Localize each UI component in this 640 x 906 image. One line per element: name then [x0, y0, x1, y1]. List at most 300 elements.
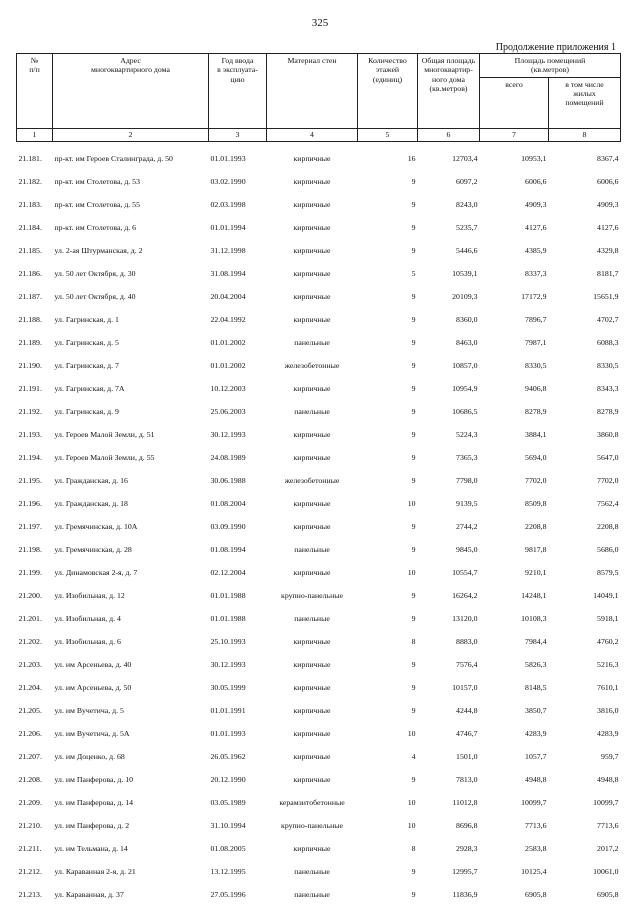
wall-material-cell: панельные — [294, 337, 330, 347]
premises-area-total-cell: 10125,4 — [521, 866, 547, 876]
header-floors — [358, 54, 418, 129]
table-row — [17, 561, 621, 584]
premises-area-total-cell: 2208,8 — [525, 521, 547, 531]
total-area-cell: 7813,0 — [456, 774, 478, 784]
premises-area-total-cell: 8278,9 — [525, 406, 547, 416]
row-number-cell: 21.191. — [18, 383, 42, 393]
header-material-text: Материал стен — [287, 56, 337, 65]
address-cell: пр-кт. им Столетова, д. 55 — [54, 199, 140, 209]
address-cell: ул. им Вучетича, д. 5 — [54, 705, 124, 715]
floor-count-cell: 9 — [411, 889, 416, 899]
premises-area-living-cell: 5686,0 — [597, 544, 619, 554]
column-number: 1 — [17, 128, 53, 141]
row-number-cell: 21.194. — [18, 452, 42, 462]
total-area-cell: 10554,7 — [452, 567, 478, 577]
table-row — [17, 607, 621, 630]
total-area-cell: 16264,2 — [452, 590, 478, 600]
premises-area-living-cell: 8181,7 — [597, 268, 619, 278]
floor-count-cell: 10 — [407, 797, 416, 807]
wall-material-cell: кирпичные — [293, 245, 331, 255]
floor-count-cell: 16 — [407, 153, 416, 163]
premises-area-living-cell: 4127,6 — [597, 222, 619, 232]
wall-material-cell: кирпичные — [293, 521, 331, 531]
address-cell: ул. Героев Малой Земли, д. 51 — [54, 429, 155, 439]
table-row — [17, 170, 621, 193]
row-number-cell: 21.210. — [18, 820, 42, 830]
floor-count-cell: 10 — [407, 567, 416, 577]
floor-count-cell: 10 — [407, 498, 416, 508]
wall-material-cell: панельные — [294, 406, 330, 416]
column-number: 2 — [53, 128, 209, 141]
commission-date-cell: 22.04.1992 — [210, 314, 246, 324]
address-cell: ул. Караванная, д. 37 — [54, 889, 124, 899]
row-number-cell: 21.188. — [18, 314, 42, 324]
commission-date-cell: 20.12.1990 — [210, 774, 246, 784]
commission-date-cell: 01.01.1988 — [210, 590, 246, 600]
total-area-cell: 20109,3 — [452, 291, 478, 301]
table-row — [17, 814, 621, 837]
commission-date-cell: 01.08.2004 — [210, 498, 246, 508]
table-row — [17, 354, 621, 377]
premises-area-total-cell: 6006,6 — [525, 176, 547, 186]
premises-area-total-cell: 7702,0 — [525, 475, 547, 485]
total-area-cell: 6097,2 — [456, 176, 478, 186]
premises-area-living-cell: 5647,0 — [597, 452, 619, 462]
floor-count-cell: 9 — [411, 682, 416, 692]
table-row — [17, 883, 621, 906]
address-cell: ул. им Тельмана, д. 14 — [54, 843, 128, 853]
row-number-cell: 21.193. — [18, 429, 42, 439]
row-number-cell: 21.208. — [18, 774, 42, 784]
address-cell: ул. им Арсеньева, д. 50 — [54, 682, 132, 692]
address-cell: ул. им Вучетича, д. 5А — [54, 728, 130, 738]
premises-area-living-cell: 7713,6 — [597, 820, 619, 830]
premises-area-living-cell: 4948,8 — [597, 774, 619, 784]
floor-count-cell: 9 — [411, 705, 416, 715]
address-cell: ул. Гремячинская, д. 28 — [54, 544, 132, 554]
commission-date-cell: 27.05.1996 — [210, 889, 246, 899]
premises-area-living-cell: 14049,1 — [593, 590, 619, 600]
wall-material-cell: кирпичные — [293, 383, 331, 393]
wall-material-cell: кирпичные — [293, 659, 331, 669]
premises-area-living-cell: 4283,9 — [597, 728, 619, 738]
commission-date-cell: 30.05.1999 — [210, 682, 246, 692]
page-number: 325 — [311, 17, 329, 29]
premises-area-living-cell: 959,7 — [600, 751, 619, 761]
commission-date-cell: 01.01.1994 — [210, 222, 246, 232]
commission-date-cell: 30.06.1988 — [210, 475, 246, 485]
row-number-cell: 21.182. — [18, 176, 42, 186]
floor-count-cell: 9 — [411, 222, 416, 232]
address-cell: ул. им Доценко, д. 68 — [54, 751, 125, 761]
premises-area-living-cell: 3816,0 — [597, 705, 619, 715]
floor-count-cell: 9 — [411, 383, 416, 393]
wall-material-cell: кирпичные — [293, 636, 331, 646]
address-cell: ул. Изобильная, д. 4 — [54, 613, 121, 623]
floor-count-cell: 8 — [411, 843, 416, 853]
header-total-area — [418, 54, 480, 129]
floor-count-cell: 5 — [411, 268, 416, 278]
premises-area-living-cell: 10061,0 — [593, 866, 619, 876]
address-cell: ул. 50 лет Октября, д. 40 — [54, 291, 136, 301]
wall-material-cell: кирпичные — [293, 153, 331, 163]
premises-area-living-cell: 15651,9 — [593, 291, 619, 301]
header-premises-all — [480, 77, 549, 128]
total-area-cell: 5224,3 — [456, 429, 478, 439]
address-cell: ул. Караванная 2-я, д. 21 — [54, 866, 136, 876]
premises-area-living-cell: 4909,3 — [597, 199, 619, 209]
header-premises-area-text: Площадь помещений (кв.метров) — [514, 56, 586, 75]
total-area-cell: 10686,5 — [452, 406, 478, 416]
column-number: 4 — [267, 128, 358, 141]
wall-material-cell: кирпичные — [293, 222, 331, 232]
floor-count-cell: 9 — [411, 544, 416, 554]
total-area-cell: 12703,4 — [452, 153, 478, 163]
floor-count-cell: 9 — [411, 199, 416, 209]
premises-area-total-cell: 9210,1 — [525, 567, 547, 577]
total-area-cell: 11012,8 — [452, 797, 478, 807]
premises-area-living-cell: 8579,5 — [597, 567, 619, 577]
floor-count-cell: 9 — [411, 475, 416, 485]
table-row — [17, 423, 621, 446]
total-area-cell: 2928,3 — [456, 843, 478, 853]
commission-date-cell: 01.01.1991 — [210, 705, 246, 715]
table-row — [17, 492, 621, 515]
floor-count-cell: 9 — [411, 521, 416, 531]
row-number-cell: 21.205. — [18, 705, 42, 715]
floor-count-cell: 9 — [411, 337, 416, 347]
premises-area-total-cell: 6905,8 — [525, 889, 547, 899]
premises-area-living-cell: 5216,3 — [597, 659, 619, 669]
address-cell: пр-кт. им Героев Сталинграда, д. 50 — [54, 153, 173, 163]
commission-date-cell: 31.08.1994 — [210, 268, 246, 278]
floor-count-cell: 10 — [407, 728, 416, 738]
commission-date-cell: 03.05.1989 — [210, 797, 246, 807]
table-body — [17, 147, 621, 906]
row-number-cell: 21.181. — [18, 153, 42, 163]
header-floors-text: Количество этажей (единиц) — [368, 56, 407, 84]
row-number-cell: 21.199. — [18, 567, 42, 577]
commission-date-cell: 02.03.1998 — [210, 199, 246, 209]
wall-material-cell: кирпичные — [293, 268, 331, 278]
premises-area-living-cell: 2017,2 — [597, 843, 619, 853]
table-row — [17, 515, 621, 538]
commission-date-cell: 03.09.1990 — [210, 521, 246, 531]
row-number-cell: 21.187. — [18, 291, 42, 301]
row-number-cell: 21.192. — [18, 406, 42, 416]
premises-area-total-cell: 8330,5 — [525, 360, 547, 370]
floor-count-cell: 10 — [407, 820, 416, 830]
row-number-cell: 21.212. — [18, 866, 42, 876]
commission-date-cell: 03.02.1990 — [210, 176, 246, 186]
floor-count-cell: 9 — [411, 176, 416, 186]
header-total-area-text: Общая площадь многоквартир- ного дома (кв.метров) — [421, 56, 476, 94]
table-row — [17, 446, 621, 469]
table-row — [17, 584, 621, 607]
floor-count-cell: 9 — [411, 429, 416, 439]
wall-material-cell: панельные — [294, 866, 330, 876]
premises-area-total-cell: 1057,7 — [525, 751, 547, 761]
table-row — [17, 538, 621, 561]
row-number-cell: 21.189. — [18, 337, 42, 347]
table-row — [17, 630, 621, 653]
wall-material-cell: панельные — [294, 889, 330, 899]
row-number-cell: 21.204. — [18, 682, 42, 692]
floor-count-cell: 9 — [411, 590, 416, 600]
premises-area-total-cell: 10108,3 — [521, 613, 547, 623]
column-number: 6 — [418, 128, 480, 141]
premises-area-total-cell: 17172,9 — [521, 291, 547, 301]
table-row — [17, 285, 621, 308]
premises-area-total-cell: 8148,5 — [525, 682, 547, 692]
commission-date-cell: 10.12.2003 — [210, 383, 246, 393]
commission-date-cell: 01.01.1993 — [210, 728, 246, 738]
premises-area-total-cell: 4948,8 — [525, 774, 547, 784]
commission-date-cell: 01.01.1993 — [210, 153, 246, 163]
wall-material-cell: кирпичные — [293, 199, 331, 209]
premises-area-living-cell: 7702,0 — [597, 475, 619, 485]
total-area-cell: 2744,2 — [456, 521, 478, 531]
wall-material-cell: железобетонные — [284, 360, 340, 370]
premises-area-total-cell: 7987,1 — [525, 337, 547, 347]
address-cell: ул. Динамовская 2-я, д. 7 — [54, 567, 138, 577]
premises-area-living-cell: 6905,8 — [597, 889, 619, 899]
address-cell: ул. им Панферова, д. 10 — [54, 774, 134, 784]
commission-date-cell: 24.08.1989 — [210, 452, 246, 462]
total-area-cell: 1501,0 — [456, 751, 478, 761]
header-premises-all-text: всего — [505, 79, 523, 89]
header-address — [53, 54, 209, 129]
commission-date-cell: 01.01.2002 — [210, 360, 246, 370]
table-row — [17, 676, 621, 699]
row-number-cell: 21.207. — [18, 751, 42, 761]
premises-area-total-cell: 7896,7 — [525, 314, 547, 324]
total-area-cell: 13120,0 — [452, 613, 478, 623]
header-year-text: Год ввода в эксплуата- цию — [217, 56, 258, 84]
header-material — [267, 54, 358, 129]
row-number-cell: 21.195. — [18, 475, 42, 485]
floor-count-cell: 9 — [411, 406, 416, 416]
address-cell: ул. Гремячинская, д. 10А — [54, 521, 138, 531]
floor-count-cell: 8 — [411, 636, 416, 646]
wall-material-cell: кирпичные — [293, 705, 331, 715]
table-row — [17, 147, 621, 170]
commission-date-cell: 30.12.1993 — [210, 659, 246, 669]
premises-area-living-cell: 4760,2 — [597, 636, 619, 646]
premises-area-total-cell: 7713,6 — [525, 820, 547, 830]
premises-area-total-cell: 4909,3 — [525, 199, 547, 209]
commission-date-cell: 01.01.1988 — [210, 613, 246, 623]
commission-date-cell: 30.12.1993 — [210, 429, 246, 439]
address-cell: ул. 50 лет Октября, д. 30 — [54, 268, 136, 278]
total-area-cell: 5235,7 — [456, 222, 478, 232]
commission-date-cell: 13.12.1995 — [210, 866, 246, 876]
premises-area-total-cell: 7984,4 — [525, 636, 547, 646]
address-cell: ул. им Панферова, д. 2 — [54, 820, 130, 830]
commission-date-cell: 20.04.2004 — [210, 291, 246, 301]
premises-area-total-cell: 4385,9 — [525, 245, 547, 255]
premises-area-total-cell: 5826,3 — [525, 659, 547, 669]
address-cell: ул. Изобильная, д. 6 — [54, 636, 121, 646]
wall-material-cell: крупно-панельные — [281, 820, 343, 830]
header-num-text: № п/п — [29, 56, 40, 75]
commission-date-cell: 26.05.1962 — [210, 751, 246, 761]
floor-count-cell: 9 — [411, 659, 416, 669]
commission-date-cell: 31.10.1994 — [210, 820, 246, 830]
wall-material-cell: панельные — [294, 613, 330, 623]
commission-date-cell: 02.12.2004 — [210, 567, 246, 577]
wall-material-cell: кирпичные — [293, 774, 331, 784]
row-number-cell: 21.183. — [18, 199, 42, 209]
total-area-cell: 7365,3 — [456, 452, 478, 462]
premises-area-total-cell: 8337,3 — [525, 268, 547, 278]
row-number-cell: 21.184. — [18, 222, 42, 232]
floor-count-cell: 9 — [411, 774, 416, 784]
floor-count-cell: 9 — [411, 291, 416, 301]
row-number-cell: 21.211. — [18, 843, 42, 853]
row-number-cell: 21.201. — [18, 613, 42, 623]
table-row — [17, 262, 621, 285]
column-number: 5 — [358, 128, 418, 141]
table-row — [17, 216, 621, 239]
row-number-cell: 21.202. — [18, 636, 42, 646]
table-row — [17, 791, 621, 814]
total-area-cell: 7576,4 — [456, 659, 478, 669]
commission-date-cell: 01.08.2005 — [210, 843, 246, 853]
premises-area-total-cell: 9406,8 — [525, 383, 547, 393]
premises-area-living-cell: 2208,8 — [597, 521, 619, 531]
table-row — [17, 745, 621, 768]
table-row — [17, 400, 621, 423]
premises-area-living-cell: 5918,1 — [597, 613, 619, 623]
total-area-cell: 8696,8 — [456, 820, 478, 830]
address-cell: ул. Гражданская, д. 16 — [54, 475, 128, 485]
wall-material-cell: кирпичные — [293, 682, 331, 692]
floor-count-cell: 9 — [411, 866, 416, 876]
premises-area-living-cell: 4702,7 — [597, 314, 619, 324]
premises-area-total-cell: 9817,8 — [525, 544, 547, 554]
row-number-cell: 21.185. — [18, 245, 42, 255]
premises-area-total-cell: 2583,8 — [525, 843, 547, 853]
table-row — [17, 837, 621, 860]
premises-area-total-cell: 3850,7 — [525, 705, 547, 715]
total-area-cell: 5446,6 — [456, 245, 478, 255]
header-year — [209, 54, 267, 129]
premises-area-living-cell: 7562,4 — [597, 498, 619, 508]
total-area-cell: 10857,0 — [452, 360, 478, 370]
total-area-cell: 8883,0 — [456, 636, 478, 646]
total-area-cell: 10157,0 — [452, 682, 478, 692]
premises-area-living-cell: 4329,8 — [597, 245, 619, 255]
total-area-cell: 8360,0 — [456, 314, 478, 324]
total-area-cell: 10954,9 — [452, 383, 478, 393]
address-cell: ул. Гражданская, д. 18 — [54, 498, 128, 508]
address-cell: ул. Гагринская, д. 7А — [54, 383, 125, 393]
table-row — [17, 653, 621, 676]
row-number-cell: 21.206. — [18, 728, 42, 738]
total-area-cell: 9845,0 — [456, 544, 478, 554]
floor-count-cell: 9 — [411, 245, 416, 255]
commission-date-cell: 31.12.1998 — [210, 245, 246, 255]
address-cell: ул. Изобильная, д. 12 — [54, 590, 125, 600]
wall-material-cell: кирпичные — [293, 291, 331, 301]
premises-area-living-cell: 8278,9 — [597, 406, 619, 416]
address-cell: ул. Гагринская, д. 1 — [54, 314, 119, 324]
wall-material-cell: керамзитобетонные — [279, 797, 345, 807]
wall-material-cell: кирпичные — [293, 728, 331, 738]
table-row — [17, 860, 621, 883]
row-number-cell: 21.203. — [18, 659, 42, 669]
header-premises-living — [549, 77, 621, 128]
column-number: 8 — [549, 128, 621, 141]
premises-area-total-cell: 8509,8 — [525, 498, 547, 508]
wall-material-cell: крупно-панельные — [281, 590, 343, 600]
address-cell: пр-кт. им Столетова, д. 53 — [54, 176, 140, 186]
total-area-cell: 12995,7 — [452, 866, 478, 876]
premises-area-total-cell: 5694,0 — [525, 452, 547, 462]
premises-area-total-cell: 4283,9 — [525, 728, 547, 738]
table-row — [17, 331, 621, 354]
floor-count-cell: 9 — [411, 360, 416, 370]
commission-date-cell: 25.06.2003 — [210, 406, 246, 416]
commission-date-cell: 01.01.2002 — [210, 337, 246, 347]
wall-material-cell: кирпичные — [293, 751, 331, 761]
wall-material-cell: железобетонные — [284, 475, 340, 485]
total-area-cell: 11836,9 — [452, 889, 478, 899]
total-area-cell: 7798,0 — [456, 475, 478, 485]
wall-material-cell: кирпичные — [293, 429, 331, 439]
premises-area-living-cell: 6006,6 — [597, 176, 619, 186]
commission-date-cell: 01.08.1994 — [210, 544, 246, 554]
address-cell: ул. Героев Малой Земли, д. 55 — [54, 452, 155, 462]
total-area-cell: 8463,0 — [456, 337, 478, 347]
total-area-cell: 4244,8 — [456, 705, 478, 715]
address-cell: ул. 2-ая Штурманская, д. 2 — [54, 245, 143, 255]
table-row — [17, 699, 621, 722]
total-area-cell: 8243,0 — [456, 199, 478, 209]
row-number-cell: 21.198. — [18, 544, 42, 554]
address-cell: ул. им Арсеньева, д. 40 — [54, 659, 132, 669]
row-number-cell: 21.213. — [18, 889, 42, 899]
housing-register-table — [16, 53, 621, 906]
premises-area-total-cell: 10099,7 — [521, 797, 547, 807]
wall-material-cell: кирпичные — [293, 498, 331, 508]
floor-count-cell: 4 — [411, 751, 416, 761]
premises-area-total-cell: 14248,1 — [521, 590, 547, 600]
column-number: 7 — [480, 128, 549, 141]
floor-count-cell: 9 — [411, 314, 416, 324]
wall-material-cell: кирпичные — [293, 843, 331, 853]
header-address-text: Адрес многоквартирного дома — [91, 56, 170, 75]
premises-area-living-cell: 8367,4 — [597, 153, 619, 163]
premises-area-living-cell: 8330,5 — [597, 360, 619, 370]
wall-material-cell: панельные — [294, 544, 330, 554]
premises-area-total-cell: 3884,1 — [525, 429, 547, 439]
header-premises-area — [480, 54, 621, 78]
address-cell: пр-кт. им Столетова, д. 6 — [54, 222, 137, 232]
floor-count-cell: 9 — [411, 452, 416, 462]
total-area-cell: 4746,7 — [456, 728, 478, 738]
premises-area-living-cell: 8343,3 — [597, 383, 619, 393]
table-row — [17, 377, 621, 400]
premises-area-total-cell: 10953,1 — [521, 153, 547, 163]
row-number-cell: 21.186. — [18, 268, 42, 278]
column-number: 3 — [209, 128, 267, 141]
premises-area-living-cell: 7610,1 — [597, 682, 619, 692]
table-row — [17, 768, 621, 791]
floor-count-cell: 9 — [411, 613, 416, 623]
wall-material-cell: кирпичные — [293, 314, 331, 324]
